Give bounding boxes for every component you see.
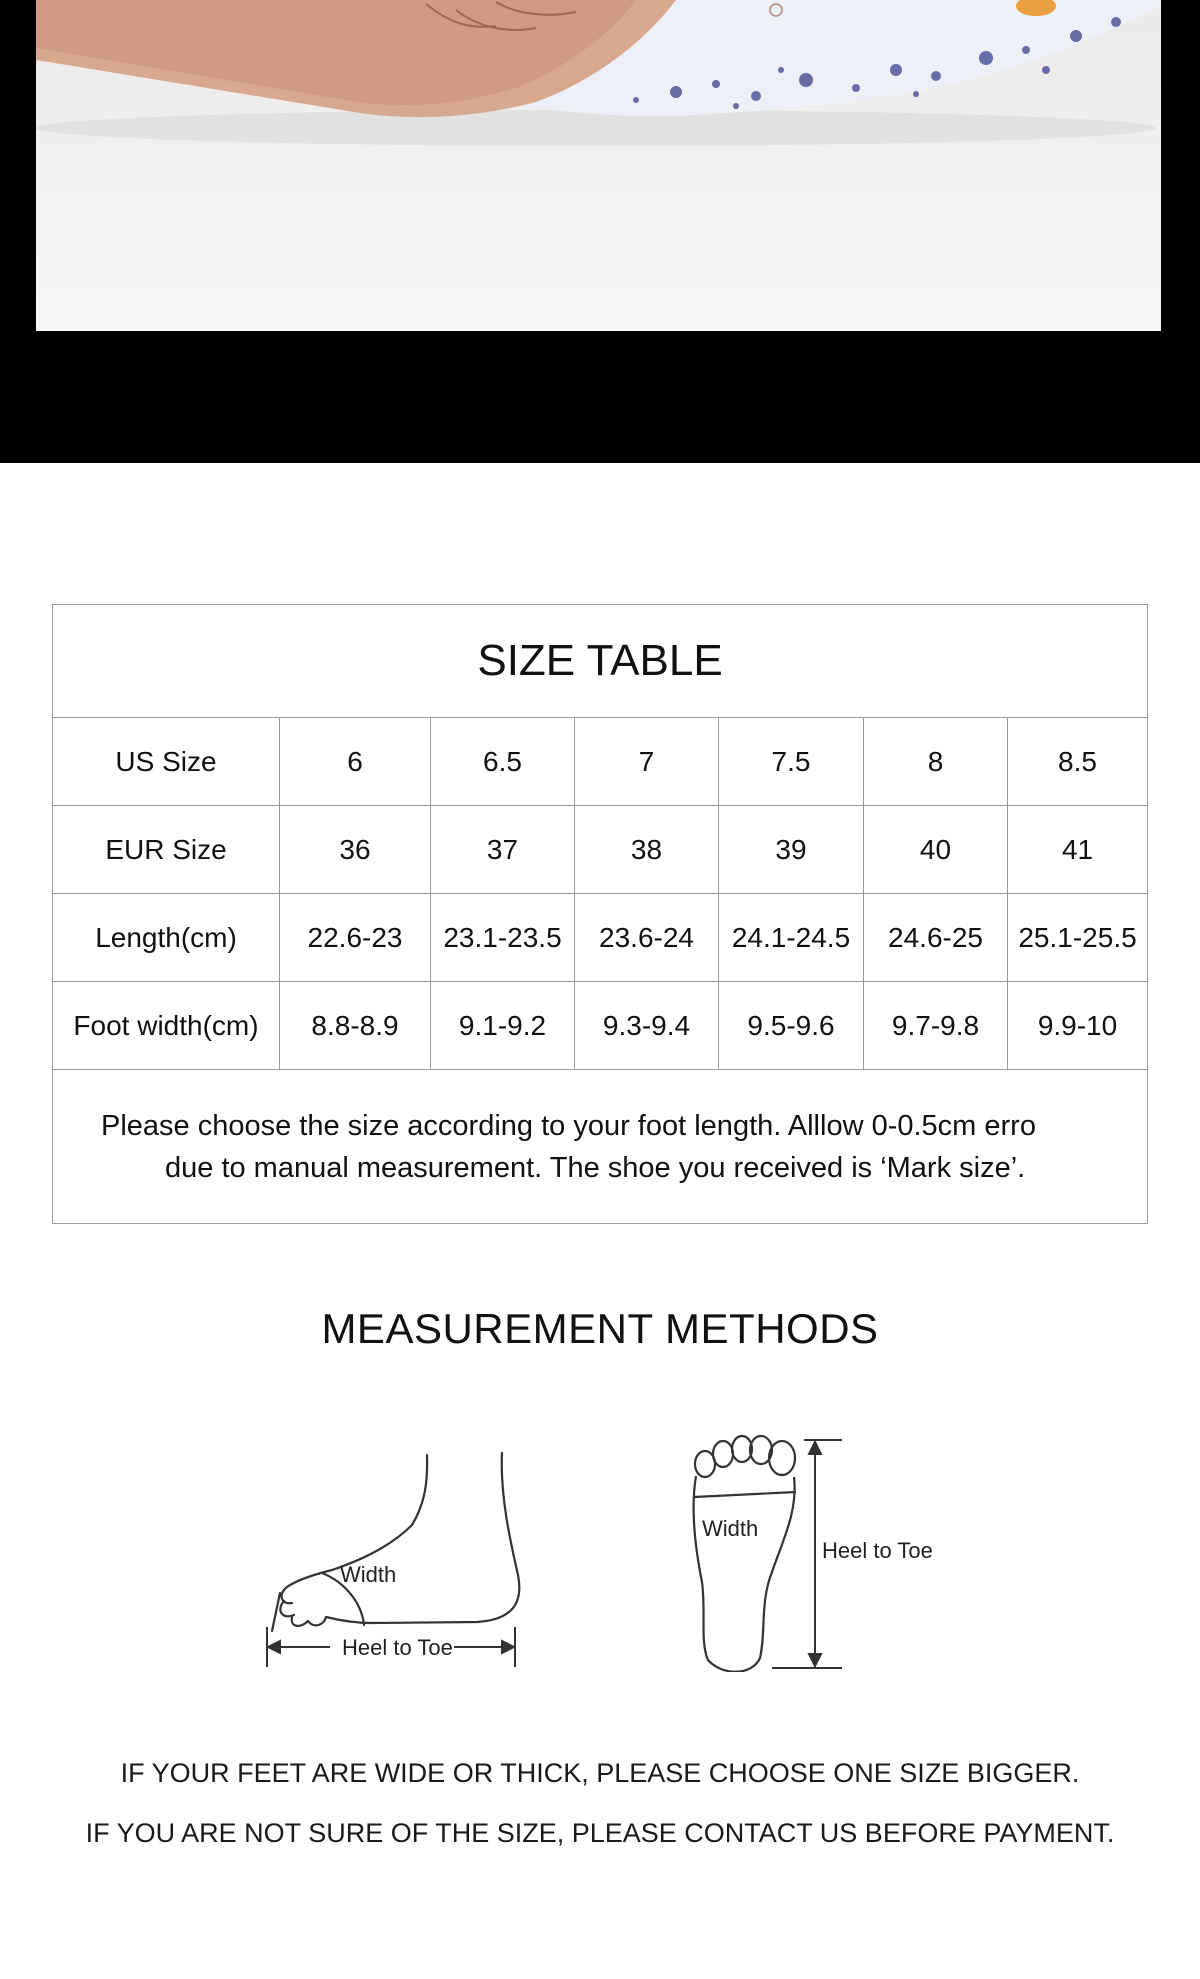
table-cell: 22.6-23 <box>280 894 431 982</box>
table-cell: 23.6-24 <box>575 894 719 982</box>
advice-line-1: IF YOUR FEET ARE WIDE OR THICK, PLEASE CHOOSE ONE SIZE BIGGER. <box>120 1758 1080 1788</box>
table-row-eur-size <box>53 806 1148 894</box>
size-note-line-2: due to manual measurement. The shoe you received is ‘Mark size’. <box>165 1151 1026 1184</box>
table-cell: 36 <box>280 806 431 894</box>
table-row-length <box>53 894 1148 982</box>
table-row-us-size <box>53 718 1148 806</box>
top-foot-diagram <box>682 1432 942 1672</box>
table-row-foot-width <box>53 982 1148 1070</box>
table-cell: 9.7-9.8 <box>864 982 1008 1070</box>
table-cell: 7 <box>575 718 719 806</box>
table-cell: 9.3-9.4 <box>575 982 719 1070</box>
table-cell: 41 <box>1008 806 1148 894</box>
size-note <box>53 1070 1148 1224</box>
advice-line-2: IF YOU ARE NOT SURE OF THE SIZE, PLEASE CONTACT US BEFORE PAYMENT. <box>85 1818 1115 1848</box>
table-cell: 9.9-10 <box>1008 982 1148 1070</box>
top-length-label: Heel to Toe <box>822 1538 933 1563</box>
top-width-label: Width <box>702 1516 759 1541</box>
shoe-sole-illustration <box>36 0 1161 331</box>
table-cell: 8.8-8.9 <box>280 982 431 1070</box>
table-cell: 40 <box>864 806 1008 894</box>
table-cell: 6 <box>280 718 431 806</box>
table-cell: 37 <box>431 806 575 894</box>
row-label: Foot width(cm) <box>53 982 280 1070</box>
photo-band <box>0 0 1200 463</box>
table-cell: 23.1-23.5 <box>431 894 575 982</box>
table-cell: 25.1-25.5 <box>1008 894 1148 982</box>
table-cell: 8.5 <box>1008 718 1148 806</box>
table-cell: 8 <box>864 718 1008 806</box>
row-label: EUR Size <box>53 806 280 894</box>
table-cell: 38 <box>575 806 719 894</box>
table-cell: 24.6-25 <box>864 894 1008 982</box>
size-note-line-1: Please choose the size according to your foot length. Alllow 0-0.5cm erro <box>101 1109 1036 1142</box>
shoe-sole-photo <box>36 0 1161 331</box>
table-cell: 9.1-9.2 <box>431 982 575 1070</box>
table-cell: 6.5 <box>431 718 575 806</box>
side-foot-diagram <box>262 1445 532 1670</box>
table-cell: 24.1-24.5 <box>719 894 864 982</box>
row-label: US Size <box>53 718 280 806</box>
size-table <box>52 604 1148 1224</box>
size-table-title: SIZE TABLE <box>53 605 1148 718</box>
side-length-label: Heel to Toe <box>342 1635 453 1660</box>
row-label: Length(cm) <box>53 894 280 982</box>
measurement-title: MEASUREMENT METHODS <box>321 1305 879 1352</box>
table-cell: 39 <box>719 806 864 894</box>
table-cell: 9.5-9.6 <box>719 982 864 1070</box>
side-width-label: Width <box>340 1562 397 1587</box>
table-cell: 7.5 <box>719 718 864 806</box>
